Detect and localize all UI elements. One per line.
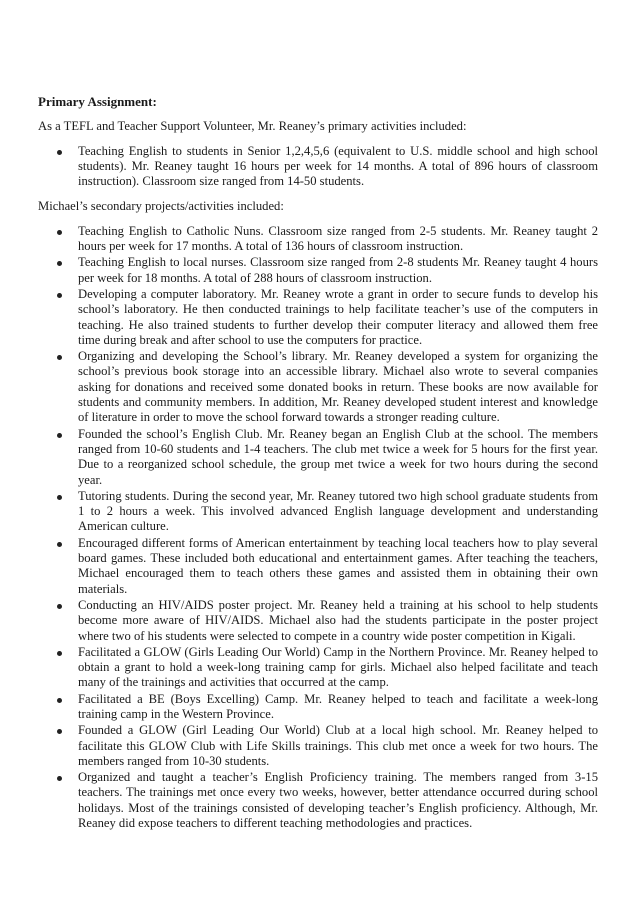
- list-item-text: Organizing and developing the School’s library. Mr. Reaney developed a system for organizing the school’s previous book storage into an accessible library. Michael also wrote to several companies asking for donations and received some donated books in return. These books are now available for students and community members. In addition, Mr. Reaney developed student interest and knowledge of literature in order to move the school forward towards a stronger reading culture.: [78, 349, 598, 425]
- list-item: [38, 645, 598, 691]
- list-item-text: Teaching English to students in Senior 1,2,4,5,6 (equivalent to U.S. middle school and high school students). Mr. Reaney taught 16 hours per week for 14 months. A total of 896 hours of classroom instruction). Classroom size ranged from 14-50 students.: [78, 143, 598, 189]
- list-item: [38, 692, 598, 723]
- list-item-text: Founded a GLOW (Girl Leading Our World) Club at a local high school. Mr. Reaney helped to facilitate this GLOW Club with Life Skills trainings. This club met once a week for two hours. The members ranged from 10-30 students.: [78, 723, 598, 768]
- section-heading: Primary Assignment:: [38, 94, 157, 109]
- bullet-icon: [57, 651, 62, 656]
- list-item-text: Encouraged different forms of American entertainment by teaching local teachers how to play several board games. These included both educational and entertainment games. After teaching the teachers, Michael encouraged them to teach others these games and assisted them in obtaining their own materials.: [78, 535, 598, 596]
- bullet-icon: [57, 542, 62, 547]
- list-item-text: Conducting an HIV/AIDS poster project. Mr. Reaney held a training at his school to help students become more aware of HIV/AIDS. Michael also had the students participate in the poster project where two of his students were selected to compete in a country wide poster competition in Kigali.: [78, 597, 598, 643]
- list-item: [38, 536, 598, 597]
- bullet-icon: [57, 495, 62, 500]
- list-item: [38, 598, 598, 644]
- list-item-text: Developing a computer laboratory. Mr. Reaney wrote a grant in order to secure funds to develop his school’s laboratory. He then conducted trainings to help facilitate teacher’s use of the computers in teaching. He also trained students to further develop their computer literacy and allowed them free time during break and after school to use the computers for practice.: [78, 286, 598, 347]
- list-item: [38, 723, 598, 769]
- list-item-text: Organized and taught a teacher’s English Proficiency training. The members ranged from 3-15 teachers. The trainings met once every two weeks, however, better attendance occurred during school holidays. Most of the trainings consisted of developing teacher’s English proficiency. Although, Mr. Reaney did expose teachers to different teaching methodologies and practices.: [78, 770, 598, 831]
- secondary-intro: Michael’s secondary projects/activities included:: [38, 199, 284, 214]
- bullet-icon: [57, 355, 62, 360]
- list-item-text: Facilitated a BE (Boys Excelling) Camp. Mr. Reaney helped to teach and facilitate a week-long training camp in the Western Province.: [78, 691, 598, 721]
- bullet-icon: [57, 150, 62, 155]
- bullet-icon: [57, 776, 62, 781]
- bullet-icon: [57, 604, 62, 609]
- list-item: [38, 255, 598, 286]
- primary-activities-list: [38, 144, 598, 190]
- list-item: [38, 489, 598, 535]
- list-item-text: Founded the school’s English Club. Mr. Reaney began an English Club at the school. The members ranged from 10-60 students and 1-4 teachers. The club met twice a week for 5 hours for the first year. Due to a reorganized school schedule, the group met twice a week for two hours during the second year.: [78, 426, 598, 487]
- list-item: [38, 427, 598, 488]
- list-item: [38, 224, 598, 255]
- list-item-text: Teaching English to local nurses. Classroom size ranged from 2-8 students Mr. Reaney taught 4 hours per week for 18 months. A total of 288 hours of classroom instruction.: [78, 255, 598, 285]
- document-page: [38, 94, 598, 841]
- list-item-text: Tutoring students. During the second year, Mr. Reaney tutored two high school graduate students from 1 to 2 hours a week. This involved advanced English language development and understanding American culture.: [78, 488, 598, 534]
- secondary-activities-list: [38, 224, 598, 832]
- list-item-text: Facilitated a GLOW (Girls Leading Our World) Camp in the Northern Province. Mr. Reaney helped to obtain a grant to hold a week-long training camp for girls. Michael also helped facilitate and teach many of the trainings and activities that occurred at the camp.: [78, 644, 598, 690]
- bullet-icon: [57, 698, 62, 703]
- list-item: [38, 287, 598, 348]
- bullet-icon: [57, 433, 62, 438]
- list-item: [38, 144, 598, 190]
- bullet-icon: [57, 293, 62, 298]
- list-item: [38, 349, 598, 425]
- bullet-icon: [57, 729, 62, 734]
- list-item-text: Teaching English to Catholic Nuns. Classroom size ranged from 2-5 students. Mr. Reaney taught 2 hours per week for 17 months. A total of 136 hours of classroom instruction.: [78, 223, 598, 254]
- primary-intro: As a TEFL and Teacher Support Volunteer, Mr. Reaney’s primary activities included:: [38, 119, 467, 134]
- bullet-icon: [57, 261, 62, 266]
- bullet-icon: [57, 230, 62, 235]
- list-item: [38, 770, 598, 831]
